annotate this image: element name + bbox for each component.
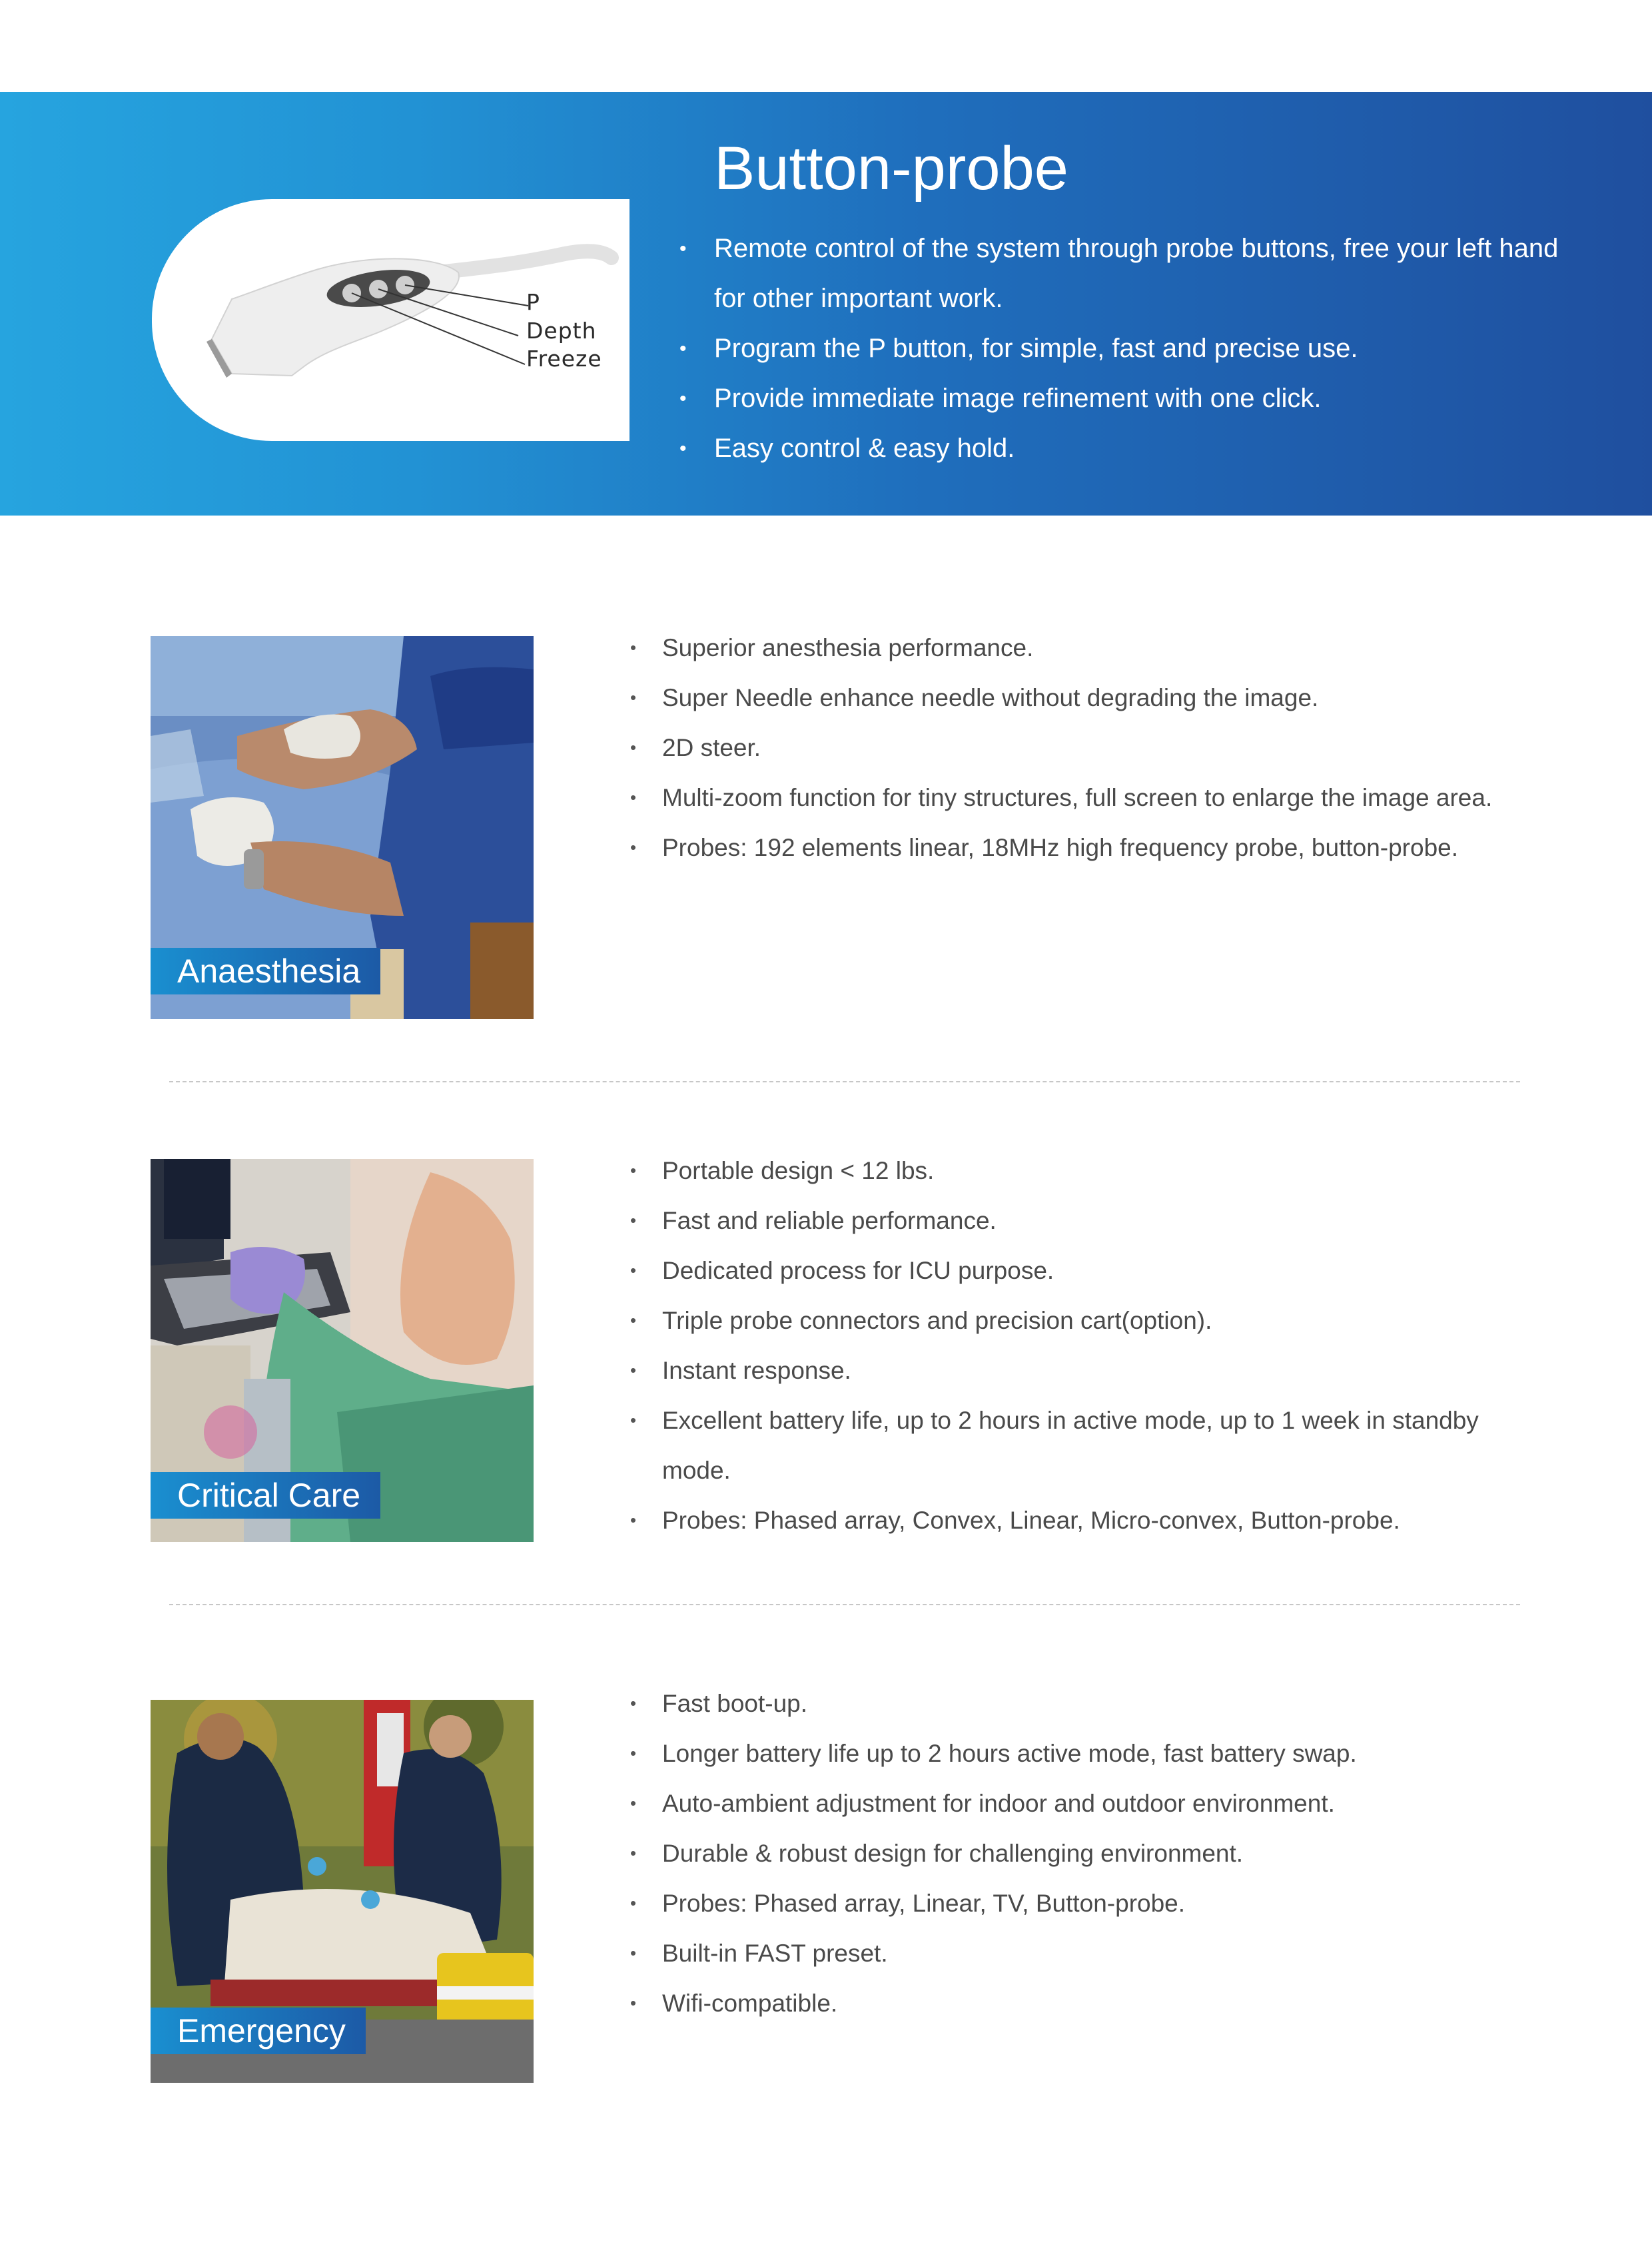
bullet-icon: • bbox=[630, 1693, 637, 1713]
bullet-icon: • bbox=[630, 837, 637, 857]
bullet-icon: • bbox=[630, 687, 637, 707]
bullet-icon: • bbox=[679, 388, 687, 410]
list-item-text: 2D steer. bbox=[662, 734, 761, 761]
banner-bullet-text: Program the P button, for simple, fast and precise use. bbox=[714, 334, 1358, 363]
list-item bbox=[630, 1728, 1529, 1778]
bullet-icon: • bbox=[630, 1893, 637, 1913]
list-item-text: Triple probe connectors and precision cart(option). bbox=[662, 1307, 1212, 1334]
list-item-text: Probes: Phased array, Convex, Linear, Micro-convex, Button-probe. bbox=[662, 1507, 1400, 1534]
banner-bullet bbox=[679, 224, 1565, 324]
section-divider bbox=[169, 1081, 1520, 1082]
bullet-icon: • bbox=[630, 1360, 637, 1380]
critical-care-photo bbox=[151, 1159, 534, 1542]
list-item-text: Built-in FAST preset. bbox=[662, 1940, 888, 1967]
banner-title: Button-probe bbox=[714, 135, 1068, 202]
button-probe-banner bbox=[0, 92, 1652, 516]
list-item-text: Portable design < 12 lbs. bbox=[662, 1157, 935, 1184]
list-item bbox=[630, 823, 1529, 873]
bullet-icon: • bbox=[630, 1160, 637, 1180]
section-divider bbox=[169, 1604, 1520, 1605]
list-item bbox=[630, 1196, 1529, 1246]
emergency-feature-list bbox=[630, 1679, 1529, 2028]
bullet-icon: • bbox=[630, 787, 637, 807]
banner-bullet bbox=[679, 374, 1565, 424]
list-item bbox=[630, 1778, 1529, 1828]
list-item bbox=[630, 773, 1529, 823]
banner-bullet-text: Easy control & easy hold. bbox=[714, 434, 1015, 463]
list-item-text: Longer battery life up to 2 hours active mode, fast battery swap. bbox=[662, 1740, 1357, 1767]
bullet-icon: • bbox=[630, 1260, 637, 1280]
list-item-text: Excellent battery life, up to 2 hours in active mode, up to 1 week in standby mode. bbox=[662, 1407, 1479, 1484]
list-item bbox=[630, 1495, 1529, 1545]
emergency-photo bbox=[151, 1700, 534, 2083]
section-label-emergency: Emergency bbox=[151, 2008, 366, 2054]
list-item-text: Fast and reliable performance. bbox=[662, 1207, 997, 1234]
list-item-text: Dedicated process for ICU purpose. bbox=[662, 1257, 1054, 1284]
list-item bbox=[630, 1928, 1529, 1978]
list-item bbox=[630, 673, 1529, 723]
list-item-text: Multi-zoom function for tiny structures, full screen to enlarge the image area. bbox=[662, 784, 1493, 811]
probe-label-p: P bbox=[526, 289, 540, 315]
list-item bbox=[630, 1345, 1529, 1395]
list-item bbox=[630, 1246, 1529, 1296]
list-item-text: Fast boot-up. bbox=[662, 1690, 808, 1717]
probe-label-freeze: Freeze bbox=[526, 346, 602, 372]
bullet-icon: • bbox=[630, 1743, 637, 1763]
list-item bbox=[630, 1395, 1529, 1495]
probe-label-depth: Depth bbox=[526, 318, 597, 344]
anaesthesia-feature-list bbox=[630, 623, 1529, 873]
list-item bbox=[630, 1828, 1529, 1878]
banner-bullet-list bbox=[679, 224, 1565, 474]
bullet-icon: • bbox=[679, 438, 687, 460]
bullet-icon: • bbox=[630, 1993, 637, 2013]
list-item bbox=[630, 1878, 1529, 1928]
list-item-text: Superior anesthesia performance. bbox=[662, 634, 1034, 661]
critical-care-feature-list bbox=[630, 1146, 1529, 1545]
bullet-icon: • bbox=[630, 1843, 637, 1863]
list-item bbox=[630, 1679, 1529, 1728]
bullet-icon: • bbox=[679, 338, 687, 360]
list-item-text: Instant response. bbox=[662, 1357, 851, 1384]
bullet-icon: • bbox=[630, 1310, 637, 1330]
list-item-text: Auto-ambient adjustment for indoor and outdoor environment. bbox=[662, 1790, 1335, 1817]
bullet-icon: • bbox=[630, 1943, 637, 1963]
bullet-icon: • bbox=[679, 238, 687, 260]
section-label-critical-care: Critical Care bbox=[151, 1472, 380, 1519]
banner-bullet-text: Provide immediate image refinement with one click. bbox=[714, 384, 1322, 413]
probe-illustration-card bbox=[152, 199, 629, 441]
list-item-text: Super Needle enhance needle without degrading the image. bbox=[662, 684, 1319, 711]
bullet-icon: • bbox=[630, 1793, 637, 1813]
list-item-text: Probes: 192 elements linear, 18MHz high frequency probe, button-probe. bbox=[662, 834, 1459, 861]
list-item-text: Probes: Phased array, Linear, TV, Button-probe. bbox=[662, 1890, 1186, 1917]
bullet-icon: • bbox=[630, 1510, 637, 1530]
banner-bullet bbox=[679, 324, 1565, 374]
banner-bullet bbox=[679, 424, 1565, 474]
list-item-text: Durable & robust design for challenging environment. bbox=[662, 1840, 1244, 1867]
list-item bbox=[630, 623, 1529, 673]
list-item-text: Wifi-compatible. bbox=[662, 1990, 838, 2017]
bullet-icon: • bbox=[630, 637, 637, 657]
banner-bullet-text: Remote control of the system through probe buttons, free your left hand for other important work. bbox=[714, 234, 1559, 313]
bullet-icon: • bbox=[630, 1410, 637, 1430]
list-item bbox=[630, 723, 1529, 773]
list-item bbox=[630, 1146, 1529, 1196]
list-item bbox=[630, 1978, 1529, 2028]
section-label-anaesthesia: Anaesthesia bbox=[151, 948, 380, 994]
bullet-icon: • bbox=[630, 1210, 637, 1230]
list-item bbox=[630, 1296, 1529, 1345]
anaesthesia-photo bbox=[151, 636, 534, 1019]
bullet-icon: • bbox=[630, 737, 637, 757]
